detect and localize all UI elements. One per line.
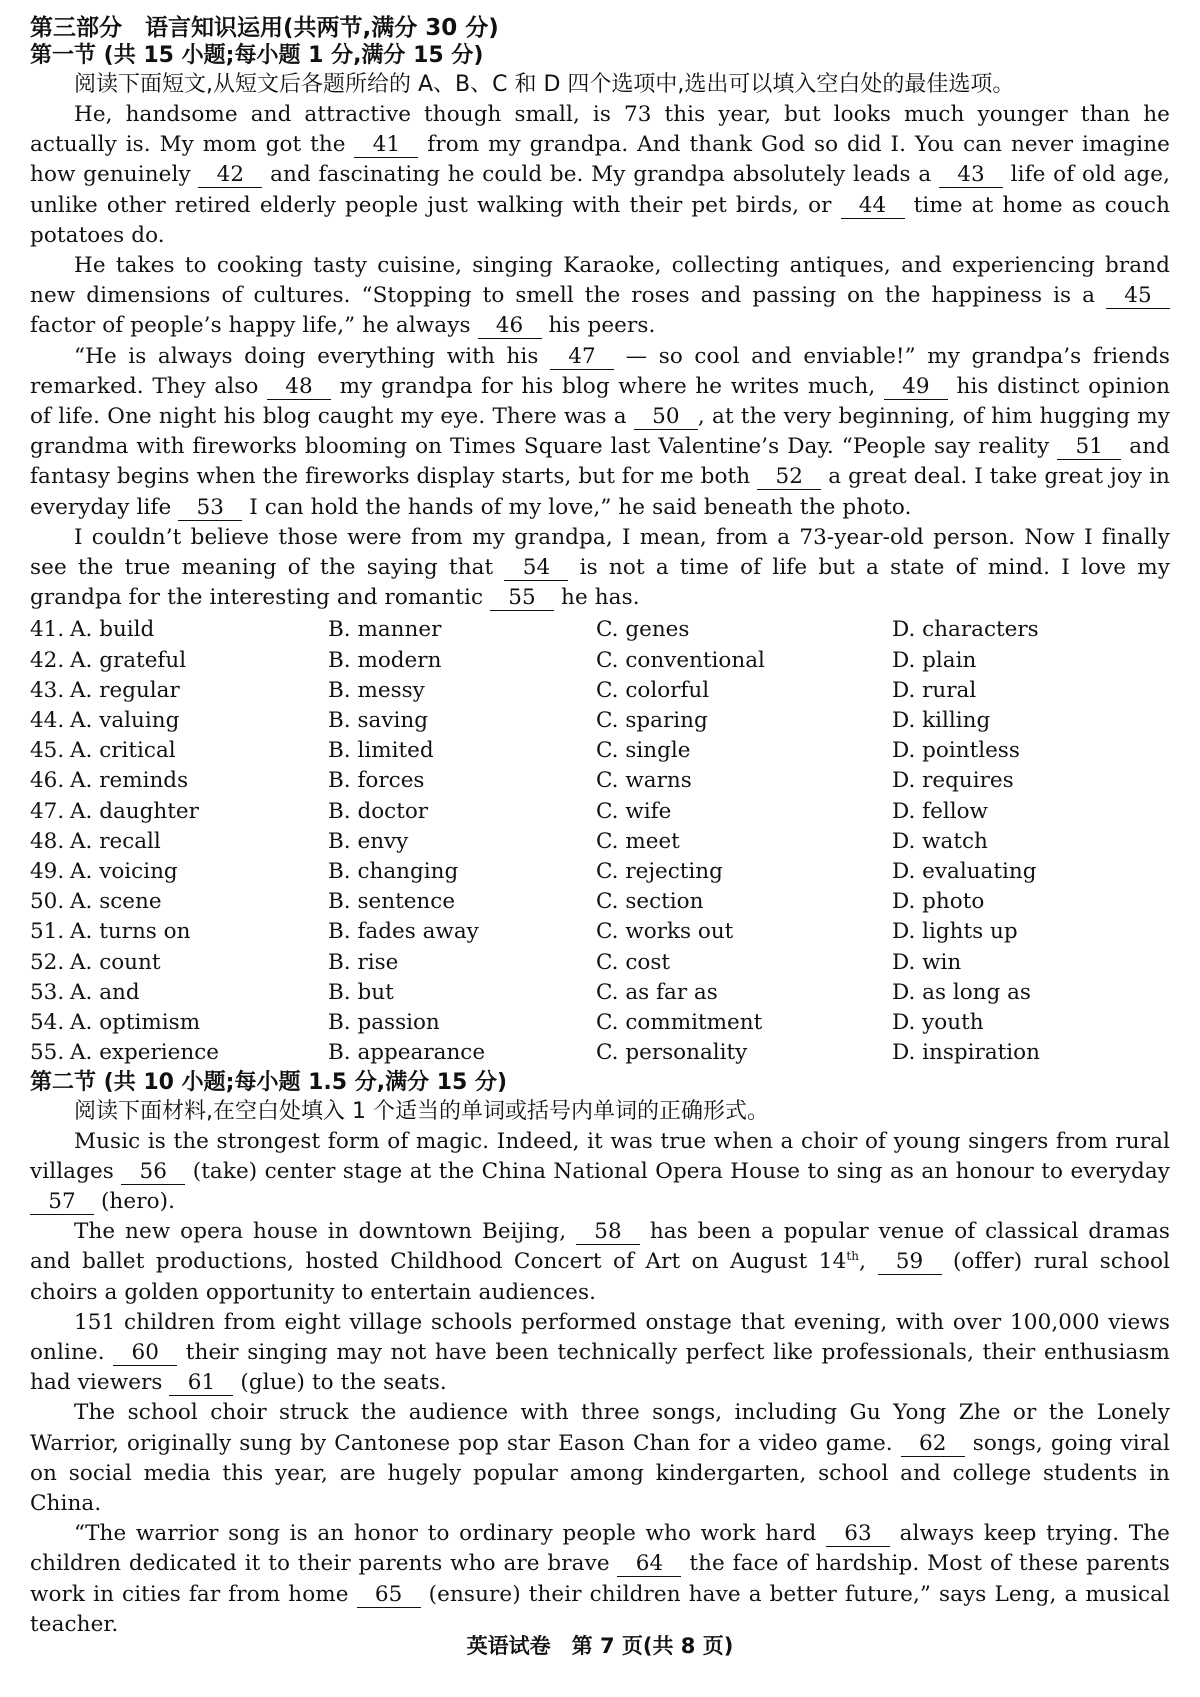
option-row [30,736,1170,766]
option-c: C. section [596,889,704,915]
option-row [30,615,1170,645]
text: (take) center stage at the China National Opera House to sing as an honour to everyday [192,1158,1171,1184]
page-footer: 英语试卷 第 7 页(共 8 页) [466,1634,734,1658]
option-a: A. build [70,617,155,643]
text: “The warrior song is an honor to ordinary people who work hard [74,1521,817,1547]
section1-title: 第一节 (共 15 小题;每小题 1 分,满分 15 分) [30,43,484,68]
option-c: C. meet [596,828,680,854]
option-d: D. rural [892,677,977,703]
option-c: C. genes [596,617,690,643]
blank-57: 57 [30,1190,94,1215]
text: I can hold the hands of my love,” he said beneath the photo. [249,494,912,520]
text: he has. [561,585,640,611]
blank-63: 63 [826,1522,890,1547]
text: the face of hardship. Most of these parents work in cities far from home [30,1551,1170,1607]
blank-45: 45 [1106,284,1170,309]
text: “He is always doing everything with his [74,343,539,369]
option-d: D. inspiration [892,1040,1040,1066]
option-row [30,766,1170,796]
text: songs, going viral on social media this year, are hugely popular among kindergarten, school and college students in China. [30,1430,1171,1516]
option-c: C. as far as [596,979,718,1005]
option-row [30,857,1170,887]
option-a: A. critical [70,738,176,764]
text: — so cool and enviable!” my grandpa’s friends remarked. They also [30,343,1170,399]
option-d: D. requires [892,768,1014,794]
option-row [30,676,1170,706]
option-b: B. fades away [328,919,479,945]
option-number: 44. [30,708,65,734]
option-a: A. and [70,979,140,1005]
text: 151 children from eight village schools performed onstage that evening, with over 100,000 views online. [30,1309,1170,1365]
option-b: B. sentence [328,889,456,915]
option-c: C. warns [596,768,692,794]
text: their singing may not have been technically perfect like professionals, their enthusiasm had viewers [30,1339,1171,1396]
blank-56: 56 [121,1160,185,1185]
option-b: B. saving [328,708,428,734]
option-number: 51. [30,919,65,945]
option-d: D. killing [892,708,991,734]
option-b: B. passion [328,1010,440,1036]
option-number: 55. [30,1040,65,1066]
blank-47: 47 [550,345,614,370]
text: life of old age, unlike other retired elderly people just walking with their pet birds, or [30,162,1171,218]
blank-55: 55 [490,586,554,611]
superscript: th [846,1249,860,1264]
option-number: 43. [30,677,65,703]
option-b: B. changing [328,859,459,885]
blank-43: 43 [939,163,1003,188]
option-d: D. photo [892,889,985,915]
option-d: D. characters [892,617,1039,643]
option-d: D. plain [892,647,977,673]
blank-52: 52 [757,465,821,490]
text: and fantasy begins when the fireworks display starts, but for me both [30,434,1171,490]
s2-paragraph-1 [30,1127,1170,1218]
blank-61: 61 [169,1371,233,1396]
option-b: B. forces [328,768,425,794]
option-a: A. optimism [70,1010,201,1036]
blank-64: 64 [617,1552,681,1577]
option-a: A. count [70,949,161,975]
option-number: 46. [30,768,65,794]
option-a: A. scene [70,889,162,915]
blank-49: 49 [884,375,948,400]
option-c: C. cost [596,949,671,975]
text: (glue) to the seats. [240,1370,447,1396]
section2-title: 第二节 (共 10 小题;每小题 1.5 分,满分 15 分) [30,1069,508,1095]
blank-65: 65 [357,1583,421,1608]
option-row [30,706,1170,736]
text: and fascinating he could be. My grandpa absolutely leads a [270,162,932,188]
text: He takes to cooking tasty cuisine, singing Karaoke, collecting antiques, and experiencing brand new dimensions of cultures. “Stopping to smell the roses and passing on the happiness is a [30,253,1170,309]
option-d: D. win [892,949,962,975]
text: time at home as couch potatoes do. [30,192,1171,248]
option-number: 53. [30,979,65,1005]
blank-42: 42 [198,163,262,188]
option-b: B. modern [328,647,442,673]
blank-62: 62 [901,1432,965,1457]
blank-53: 53 [178,496,242,521]
option-b: B. messy [328,677,425,703]
text: I couldn’t believe those were from my grandpa, I mean, from a 73-year-old person. Now I finally see the true meaning of the saying that [30,524,1170,581]
option-number: 54. [30,1010,65,1036]
option-number: 49. [30,859,65,885]
option-c: C. colorful [596,677,710,703]
text: , at the very beginning, of him hugging my grandma with fireworks blooming on Times Square last Valentine’s Day. “People say reality [30,404,1171,460]
text: The new opera house in downtown Beijing, [74,1219,567,1245]
option-b: B. envy [328,828,409,854]
blank-50: 50 [634,405,698,430]
s2-paragraph-4 [30,1398,1170,1519]
text: from my grandpa. And thank God so did I. You can never imagine how genuinely [30,132,1171,188]
exam-page [30,14,1170,1640]
option-number: 48. [30,828,65,854]
option-a: A. valuing [70,708,180,734]
option-d: D. pointless [892,738,1020,764]
blank-58: 58 [576,1220,640,1245]
blank-54: 54 [504,556,568,581]
s2-paragraph-2 [30,1217,1170,1308]
option-number: 50. [30,889,65,915]
option-c: C. personality [596,1040,748,1066]
option-a: A. daughter [70,798,199,824]
option-row [30,1008,1170,1038]
option-a: A. regular [70,677,180,703]
option-d: D. watch [892,828,988,854]
option-d: D. youth [892,1010,984,1036]
option-row [30,646,1170,676]
option-b: B. but [328,979,394,1005]
option-c: C. works out [596,919,734,945]
text: (hero). [100,1188,176,1214]
option-c: C. conventional [596,647,765,673]
s1-paragraph-2 [30,251,1170,342]
text: (offer) rural school choirs a golden opportunity to entertain audiences. [30,1249,1171,1305]
s2-paragraph-5 [30,1519,1170,1640]
option-d: D. fellow [892,798,988,824]
text: , [859,1249,867,1275]
section2-instruction: 阅读下面材料,在空白处填入 1 个适当的单词或括号内单词的正确形式。 [74,1098,769,1124]
text: is not a time of life but a state of mind. I love my grandpa for the interesting and romantic [30,555,1171,611]
s1-paragraph-3 [30,342,1170,523]
s2-paragraph-3 [30,1308,1170,1399]
option-row [30,797,1170,827]
option-d: D. as long as [892,979,1031,1005]
blank-60: 60 [113,1341,177,1366]
option-c: C. wife [596,798,672,824]
option-b: B. manner [328,617,442,643]
text: my grandpa for his blog where he writes much, [339,373,876,399]
text: Music is the strongest form of magic. Indeed, it was true when a choir of young singers from rural villages [30,1128,1170,1184]
text: a great deal. I take great joy in everyday life [30,464,1170,520]
s1-paragraph-1 [30,100,1170,251]
option-row [30,948,1170,978]
blank-46: 46 [478,314,542,339]
blank-44: 44 [841,194,905,219]
blank-51: 51 [1057,435,1121,460]
option-c: C. commitment [596,1010,763,1036]
option-number: 47. [30,798,65,824]
option-c: C. rejecting [596,859,723,885]
option-b: B. appearance [328,1040,486,1066]
option-number: 42. [30,647,65,673]
text: He, handsome and attractive though small, is 73 this year, but looks much younger than he actually is. My mom got the [30,102,1170,158]
section1-instruction: 阅读下面短文,从短文后各题所给的 A、B、C 和 D 四个选项中,选出可以填入空白处的最佳选项。 [74,72,1015,97]
option-b: B. doctor [328,798,429,824]
option-c: C. single [596,738,691,764]
option-row [30,1038,1170,1068]
option-number: 45. [30,738,65,764]
option-row [30,917,1170,947]
option-d: D. lights up [892,919,1018,945]
option-b: B. limited [328,738,434,764]
option-a: A. grateful [70,647,187,673]
option-a: A. voicing [70,859,178,885]
option-a: A. recall [70,828,161,854]
s1-paragraph-4 [30,523,1170,614]
blank-41: 41 [354,133,418,158]
blank-59: 59 [878,1250,942,1275]
option-c: C. sparing [596,708,708,734]
text: his distinct opinion of life. One night his blog caught my eye. There was a [30,373,1171,430]
text: factor of people’s happy life,” he always [30,313,471,339]
text: has been a popular venue of classical dramas and ballet productions, hosted Childhood Concert of Art on August 14 [30,1219,1170,1275]
text: his peers. [548,313,656,339]
part-title: 第三部分 语言知识运用(共两节,满分 30 分) [30,15,499,41]
option-b: B. rise [328,949,399,975]
text: The school choir struck the audience with three songs, including Gu Yong Zhe or the Lonely Warrior, originally sung by Cantonese pop star Eason Chan for a video game. [30,1400,1170,1456]
option-row [30,978,1170,1008]
option-number: 41. [30,617,65,643]
blank-48: 48 [267,375,331,400]
option-a: A. reminds [70,768,189,794]
options-list [30,615,1170,1068]
option-a: A. experience [70,1040,220,1066]
option-a: A. turns on [70,919,191,945]
option-number: 52. [30,949,65,975]
option-d: D. evaluating [892,859,1037,885]
text: always keep trying. The children dedicated it to their parents who are brave [30,1521,1171,1577]
option-row [30,827,1170,857]
text: (ensure) their children have a better future,” says Leng, a musical teacher. [30,1581,1170,1637]
option-row [30,887,1170,917]
